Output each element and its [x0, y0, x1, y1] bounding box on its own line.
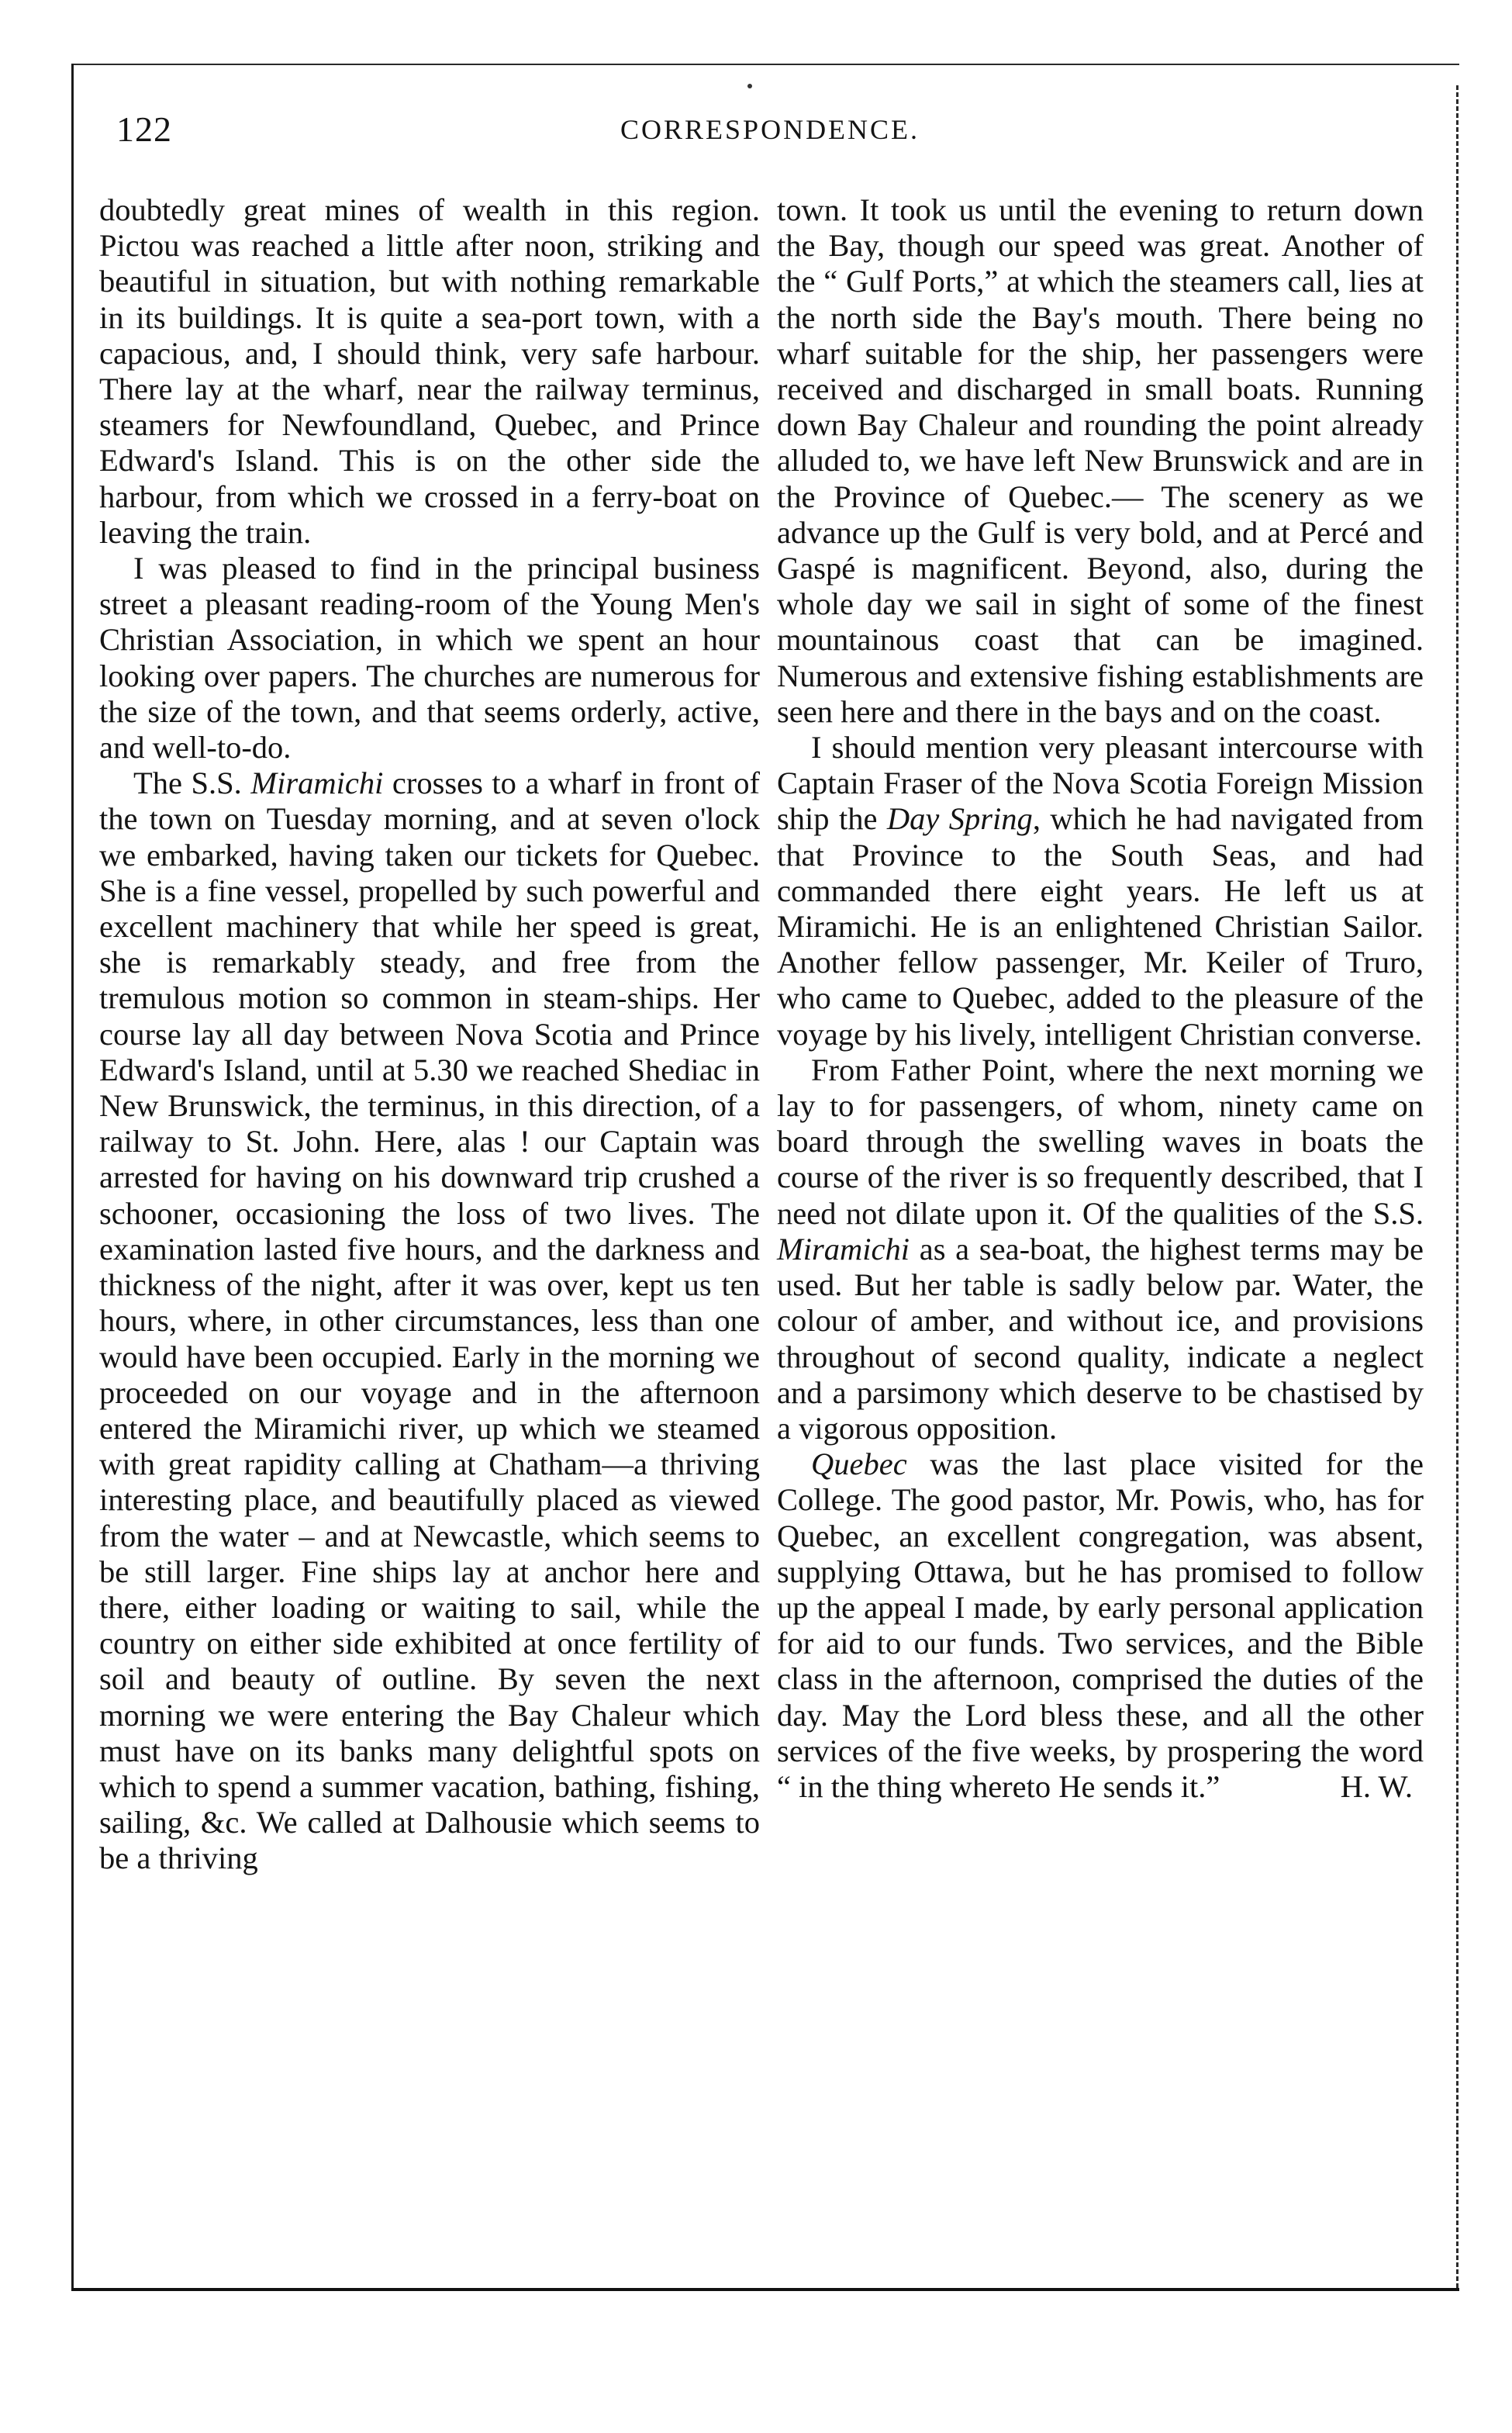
right-paragraph-4-rest: was the last place visited for the College. The good pastor, Mr. Powis, who, has for Quebec, an excellent congregation, was absent, supplying Ottawa, but he has promised to follow up the appeal I made, by early personal application for aid to our funds. Two services, and the Bible class in the afternoon, comprised the duties of the day. May the Lord bless these, and all the other services of the five weeks, by prospering the word “ in the thing whereto He sends it.” — [777, 1446, 1424, 1804]
left-paragraph-1: doubtedly great mines of wealth in this region. Pictou was reached a little after noon, striking and beautiful in situation, but with nothing remarkable in its buildings. It is quite a sea-port town, with a capacious, and, I should think, very safe harbour. There lay at the wharf, near the railway terminus, steamers for Newfoundland, Quebec, and Prince Edward's Island. This is on the other side the harbour, from which we crossed in a ferry-boat on leaving the train. — [99, 192, 760, 550]
right-paragraph-3-rest: as a sea-boat, the highest terms may be used. But her table is sadly below par. Water, the colour of amber, and without ice, and provisions throughout of second quality, indicate a neglect and a parsimony which deserve to be chastised by a vigorous opposition. — [777, 1231, 1424, 1446]
ship-name-day-spring: Day Spring — [886, 801, 1033, 837]
left-border-rule — [71, 64, 74, 2290]
top-border-rule — [71, 64, 1459, 65]
city-name-quebec: Quebec — [811, 1446, 907, 1482]
ship-name-miramichi-2: Miramichi — [777, 1231, 910, 1267]
left-paragraph-3 — [99, 765, 760, 1876]
left-paragraph-2: I was pleased to find in the principal business street a pleasant reading-room of the Young Men's Christian Association, in which we spent an hour looking over papers. The churches are numerous for the size of the town, and that seems orderly, active, and well-to-do. — [99, 551, 760, 765]
printer-dot-mark — [747, 84, 752, 88]
right-text-column — [777, 192, 1424, 1805]
right-paragraph-4 — [777, 1446, 1424, 1805]
left-text-column — [99, 192, 760, 1877]
right-paragraph-2-start: I should mention very pleasant intercourse with Captain Fraser of the Nova Scotia Foreign Mission ship the — [777, 730, 1424, 837]
right-paragraph-3-start: From Father Point, where the next morning we lay to for passengers, of whom, ninety came on board through the swelling waves in boats the course of the river is so frequently described, that I need not dilate upon it. Of the qualities of the S.S. — [777, 1052, 1424, 1231]
page-number: 122 — [116, 109, 172, 149]
left-paragraph-3-rest: crosses to a wharf in front of the town on Tuesday morning, and at seven o'lock we embarked, having taken our tickets for Quebec. She is a fine vessel, propelled by such powerful and excellent machinery that while her speed is great, she is remarkably steady, and free from the tremulous motion so common in steam-ships. Her course lay all day between Nova Scotia and Prince Edward's Island, until at 5.30 we reached Shediac in New Brunswick, the terminus, in this direction, of a railway to St. John. Here, alas ! our Captain was arrested for having on his downward trip crushed a schooner, occasioning the loss of two lives. The examination lasted five hours, and the darkness and thickness of the night, after it was over, kept us ten hours, where, in other circumstances, less than one would have been occupied. Early in the morning we proceeded on our voyage and in the afternoon entered the Miramichi river, up which we steamed with great rapidity calling at Chatham—a thriving interesting place, and beautifully placed as viewed from the water – and at Newcastle, which seems to be still larger. Fine ships lay at anchor here and there, either loading or waiting to sail, while the country on either side exhibited at once fertility of soil and beauty of outline. By seven the next morning we were entering the Bay Chaleur which must have on its banks many delightful spots on which to spend a summer vacation, bathing, fishing, sailing, &c. We called at Dalhousie which seems to be a thriving — [99, 765, 760, 1876]
right-paragraph-2 — [777, 730, 1424, 1052]
right-paragraph-3 — [777, 1052, 1424, 1446]
running-title: CORRESPONDENCE. — [620, 114, 920, 145]
author-signature: H. W. — [1340, 1768, 1413, 1804]
right-border-rule — [1456, 85, 1458, 2288]
right-paragraph-2-rest: , which he had navigated from that Province to the South Seas, and had commanded there eight years. He left us at Miramichi. He is an enlightened Christian Sailor. Another fellow passenger, Mr. Keiler of Truro, who came to Quebec, added to the pleasure of the voyage by his lively, intelligent Christian converse. — [777, 801, 1424, 1052]
left-paragraph-3-start: The S.S. — [133, 765, 251, 801]
right-paragraph-1: town. It took us until the evening to return down the Bay, though our speed was great. Another of the “ Gulf Ports,” at which the steamers call, lies at the north side the Bay's mouth. There being no wharf suitable for the ship, her passengers were received and discharged in small boats. Running down Bay Chaleur and rounding the point already alluded to, we have left New Brunswick and are in the Province of Quebec.— The scenery as we advance up the Gulf is very bold, and at Percé and Gaspé is magnificent. Beyond, also, during the whole day we sail in sight of some of the finest mountainous coast that can be imagined. Numerous and extensive fishing establishments are seen here and there in the bays and on the coast. — [777, 192, 1424, 729]
bottom-border-rule — [71, 2288, 1459, 2291]
ship-name-miramichi: Miramichi — [250, 765, 384, 801]
